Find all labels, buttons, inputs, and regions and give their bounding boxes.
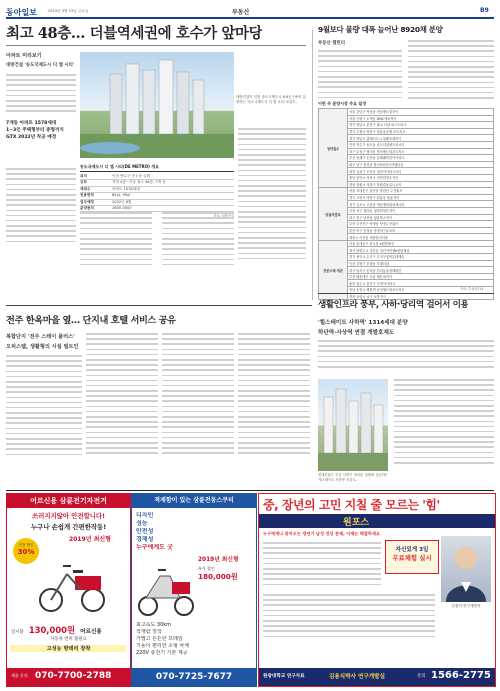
schedule-item: 경기 하남시 위례신도시 위례포레자이 <box>348 135 494 142</box>
article1-kicker: 아파트 미리보기 <box>6 53 42 59</box>
ad1-price-row <box>11 618 126 635</box>
ad1-price: 130,000원 <box>28 625 76 635</box>
schedule-group: 당첨자발표 <box>319 188 348 241</box>
schedule-item: 부산 동래구 온천동 동래래미안아이파크 <box>348 155 494 162</box>
ad2-item: 적재함 장착 <box>136 629 162 635</box>
ad1-note: 자동차 면허 불필요 <box>50 637 87 642</box>
ad3-phone[interactable]: 1566-2775 <box>431 670 491 681</box>
article3-photo <box>318 379 388 471</box>
article1-table-value: 지하 4층~지상 최고 48층, 7개 동 <box>112 180 166 185</box>
page-number: B9 <box>480 7 489 14</box>
schedule-item: 대전 유성구 도안동 대전아이파크시티 <box>348 168 494 175</box>
scooter-icon <box>136 558 196 618</box>
article1-table-value: 1600-0000 <box>112 206 132 211</box>
ad1-phone-bar <box>7 668 130 686</box>
ad2-price-note: 특가 할인 <box>198 566 215 571</box>
schedule-item: 경기 남양주시 다산동 다산자연앤e편한세상 <box>348 247 494 254</box>
schedule-item: 광주 남구 봉선동 봉선3차한국아델리움 <box>348 161 494 168</box>
article3-body-col2 <box>394 379 494 467</box>
article2-schedule-table <box>318 108 494 300</box>
ad2-feature: 누구에게도 굿 <box>136 544 173 551</box>
ad3-box-sub: 무료체험 실시 <box>392 554 432 562</box>
article1-body-col3 <box>162 212 234 269</box>
ad3-phone-label: 문의 <box>417 674 426 679</box>
article1-subhead1: 7개동 아파트 1578세대 <box>6 121 57 126</box>
ad1-slogan2: 누구나 손쉽게 간편한작동! <box>30 523 107 531</box>
schedule-item: 충북 청주시 흥덕구 가경아이파크 <box>348 280 494 287</box>
ad2-price-block <box>198 566 254 582</box>
article1-table-key: 위치 <box>80 174 87 178</box>
article4-subhead1: 복합단지 '전주 스테이 플러스' <box>6 334 75 340</box>
article2-body-col2 <box>408 40 494 102</box>
article3-headline: 생활인프라 풍부, 사하·당리역 걸어서 이용 <box>318 300 469 310</box>
article1-lead: 대방건설 '송도국제도시 디 엘 시티' <box>6 63 75 68</box>
article1-table-key: 입주예정 <box>80 199 94 204</box>
schedule-item: 경기 고양시 덕양구 원흥동 원흥자이 <box>348 194 494 201</box>
article1-table-value: 2022년 8월 <box>112 199 132 204</box>
ad1-discount-label: 전점 할인 <box>18 543 34 547</box>
masthead-rule <box>6 17 494 19</box>
schedule-item: 세종시 어진동 세종한신더휴 <box>348 234 494 241</box>
section-rule-1 <box>318 293 494 294</box>
schedule-item: 대구 중구 남산동 청라힐스자이 <box>348 214 494 221</box>
article4-headline: 전주 한옥마을 옆… 단지내 호텔 서비스 공유 <box>6 315 176 326</box>
ad2-feature: 성능 <box>136 520 148 527</box>
article1-body-col2 <box>80 212 152 269</box>
article1-table-key: 세대수 <box>80 186 91 191</box>
ad3-company: 원광대학교 연구자료 <box>263 674 305 679</box>
article2-source: 자료: 부동산114 <box>460 287 484 291</box>
column-divider <box>312 30 313 300</box>
article4-subhead2: 오피스텔, 생활형의 시설 빌트인 <box>6 344 79 350</box>
ad2-feature: 경제성 <box>136 536 154 543</box>
ad-supplement <box>258 493 496 687</box>
complex-illustration <box>318 379 388 471</box>
ad2-item: 가볍고 튼튼한 프레임 <box>136 636 183 642</box>
schedule-item: 울산 북구 송정동 송정지구유보라 <box>348 227 494 234</box>
article1-subhead2: 1~3인 주택형부터 중형까지 <box>6 128 64 133</box>
article1-table-key: 분양문의 <box>80 206 94 211</box>
article1-table-rows <box>80 174 234 212</box>
article4-body-col1 <box>6 355 82 459</box>
article2-body-col1 <box>318 50 402 102</box>
ad2-feature-list <box>136 512 206 552</box>
date-line: 2019년 3월 15일 금요일 <box>48 9 89 13</box>
person-icon <box>441 536 491 602</box>
schedule-table <box>318 108 494 300</box>
schedule-item: 대구 수성구 범어동 범어센트럴푸르지오 <box>348 148 494 155</box>
section-name: 부동산 <box>232 9 250 16</box>
tower-illustration <box>80 52 234 158</box>
schedule-row <box>319 188 494 195</box>
ad-scooter <box>131 493 257 687</box>
schedule-item: 경기 성남시 분당구 판교 더샵 퍼스트파크 <box>348 122 494 129</box>
ad1-badge: 2019년 최신형 <box>69 536 111 543</box>
article1-table-value: 인천 연수구 송도동 일원 <box>112 174 151 178</box>
ad3-body-text <box>263 542 381 589</box>
article1-table-value: 아파트 1578세대 <box>112 186 140 191</box>
article1-body-col4 <box>238 128 306 263</box>
ad1-price-label: 일시불 <box>11 630 24 635</box>
schedule-item: 부산 해운대구 우동 해운대자이 <box>348 273 494 280</box>
article1-photo <box>80 52 234 158</box>
ad3-tagline: 누구에게나 찾아오는 갱년기 남성 건강 문제, 이제는 해결하세요 <box>263 531 380 536</box>
schedule-item: 경기 수원시 영통구 영흥숲공원 푸르지오 <box>348 128 494 135</box>
ad-tricycle <box>6 493 131 687</box>
ad3-brand: 원포스 <box>343 518 370 528</box>
section-rule-2 <box>6 305 312 306</box>
schedule-item: 서울 강남구 역삼동 역삼센트럴자이 <box>348 109 494 116</box>
ad1-phone[interactable]: 070-7700-2788 <box>35 671 112 681</box>
schedule-item: 경기 용인시 수지구 수지구청역롯데캐슬 <box>348 254 494 261</box>
article1-table-title: 송도국제도시 디 엘 시티(DE METRO) 개요 <box>80 164 234 172</box>
schedule-item: 인천 서구 청라동 청라한양수자인 <box>348 207 494 214</box>
article1-summary-table <box>80 164 234 218</box>
article3-photo-caption: 현대건설이 부산 사하구 당리동 일원에 공급하는 '힐스테이트 사하역' 조감도. <box>318 473 388 482</box>
ad2-item-list <box>136 622 252 657</box>
article1-rule <box>6 45 306 46</box>
ad2-item: 최고속도 30km <box>136 622 172 628</box>
ad3-lab: 김용식박사 연구개발실 <box>329 674 385 680</box>
ad1-event: 고성능 방데리 장착 <box>11 645 126 652</box>
ad1-price-suffix: 어르신용 <box>80 629 102 635</box>
ad2-badge: 2019년 최신형 <box>198 557 239 563</box>
ad-top-rule <box>6 490 494 491</box>
ad3-footer <box>259 668 495 686</box>
article1-subhead-block <box>6 120 76 141</box>
ad1-discount-pct: 30% <box>17 548 35 556</box>
ad1-discount-circle <box>13 538 39 564</box>
ad2-price: 180,000원 <box>198 572 238 581</box>
article1-body-col1b <box>6 168 76 246</box>
ad1-slogan1: 쓰러지지않아 안전합니다! <box>31 512 106 520</box>
schedule-row <box>319 240 494 247</box>
ad2-feature: 안전성 <box>136 528 154 535</box>
paper-name: 동아일보 <box>6 7 37 17</box>
article3-subhead1: '힐스테이트 사하역' 1314세대 분양 <box>318 320 408 326</box>
schedule-item: 대구 달서구 본리동 본리동효성해링턴 <box>348 267 494 274</box>
schedule-group: 견본주택 개관 <box>319 240 348 299</box>
article1-photo-caption: 대방건설이 인천 송도국제도시 6·8공구에서 분양하는 '송도국제도시 디 엘 시티' 조감도. <box>236 95 306 104</box>
article4-body-col2 <box>86 333 158 458</box>
ad1-phone-label: 제품 문의 <box>11 673 28 678</box>
ad2-item: 220V 충전기 기본 제공 <box>136 650 188 656</box>
ad2-phone[interactable]: 070-7725-7677 <box>132 668 256 686</box>
article4-body-col4 <box>238 333 310 458</box>
schedule-item: 서울 은평구 수색동 DMC에코자이 <box>348 115 494 122</box>
schedule-item: 경기 김포시 고촌읍 캐슬앤파밀리에시티 <box>348 201 494 208</box>
schedule-item: 서울 동대문구 용두동 e편한세상 <box>348 240 494 247</box>
ad2-brand: 적재함이 있는 삼륜전동스쿠터 <box>132 494 256 508</box>
article2-table-title: 이번 주 분양시장 주요 일정 <box>318 101 367 106</box>
article1-table-key: 규모 <box>80 180 87 185</box>
article1-body-col1 <box>6 74 76 116</box>
schedule-item: 경북 포항시 남구 포항자이 <box>348 293 494 300</box>
ad3-trial-box <box>385 540 439 574</box>
article1-table-key: 전용면적 <box>80 193 94 198</box>
schedule-item: 경남 창원시 의창구 창원중동유니시티 <box>348 181 494 188</box>
ad3-box-title: 자신있게 3일 <box>395 547 429 553</box>
schedule-group: 청약접수 <box>319 109 348 188</box>
article1-headline: 최고 48층… 더블역세권에 호수가 앞마당 <box>6 25 263 42</box>
article3-subhead2: 하단역·사상역 연결 개발호재도 <box>318 330 395 336</box>
schedule-item: 충남 천안시 서북구 천안한양수자인 <box>348 174 494 181</box>
ad1-brand: 어르신용 삼륜전기자전거 <box>7 494 130 508</box>
article2-kicker: 부동산 캘린더 <box>318 41 345 46</box>
ad3-body-text-2 <box>263 594 435 641</box>
ad3-headline: 중, 장년의 고민 지칠 줄 모르는 '힘' <box>263 498 440 512</box>
masthead <box>6 5 494 23</box>
schedule-item: 전남 순천시 해룡면 순천센트럴푸르지오 <box>348 287 494 294</box>
schedule-row <box>319 109 494 116</box>
article3-body-top <box>318 340 494 371</box>
schedule-item: 인천 부평구 부평동 부평더샵 <box>348 260 494 267</box>
article1-table-value: 84㎡, 99㎡ <box>112 193 131 198</box>
ad3-doctor-caption: 김용식 연구개발자 <box>451 604 481 608</box>
article2-headline: 9월보다 물량 대폭 늘어난 8920채 분양 <box>318 25 443 34</box>
schedule-item: 부산 부산진구 양정동 양정두산위브 <box>348 221 494 228</box>
article4-body-col3 <box>162 333 234 458</box>
ad3-doctor-photo <box>441 536 491 602</box>
ad2-item: 기동이 편리한 소형 차체 <box>136 643 190 649</box>
article1-subhead3: GTX 2022년 착공 예정 <box>6 135 57 140</box>
ad3-brand-banner <box>259 514 495 528</box>
schedule-item: 인천 연수구 송도동 송도더샵센트럴시티 <box>348 141 494 148</box>
tricycle-icon <box>37 546 107 616</box>
ad2-feature: 디자인 <box>136 512 154 519</box>
schedule-item: 서울 서대문구 홍은동 북한산 두산위브 <box>348 188 494 195</box>
